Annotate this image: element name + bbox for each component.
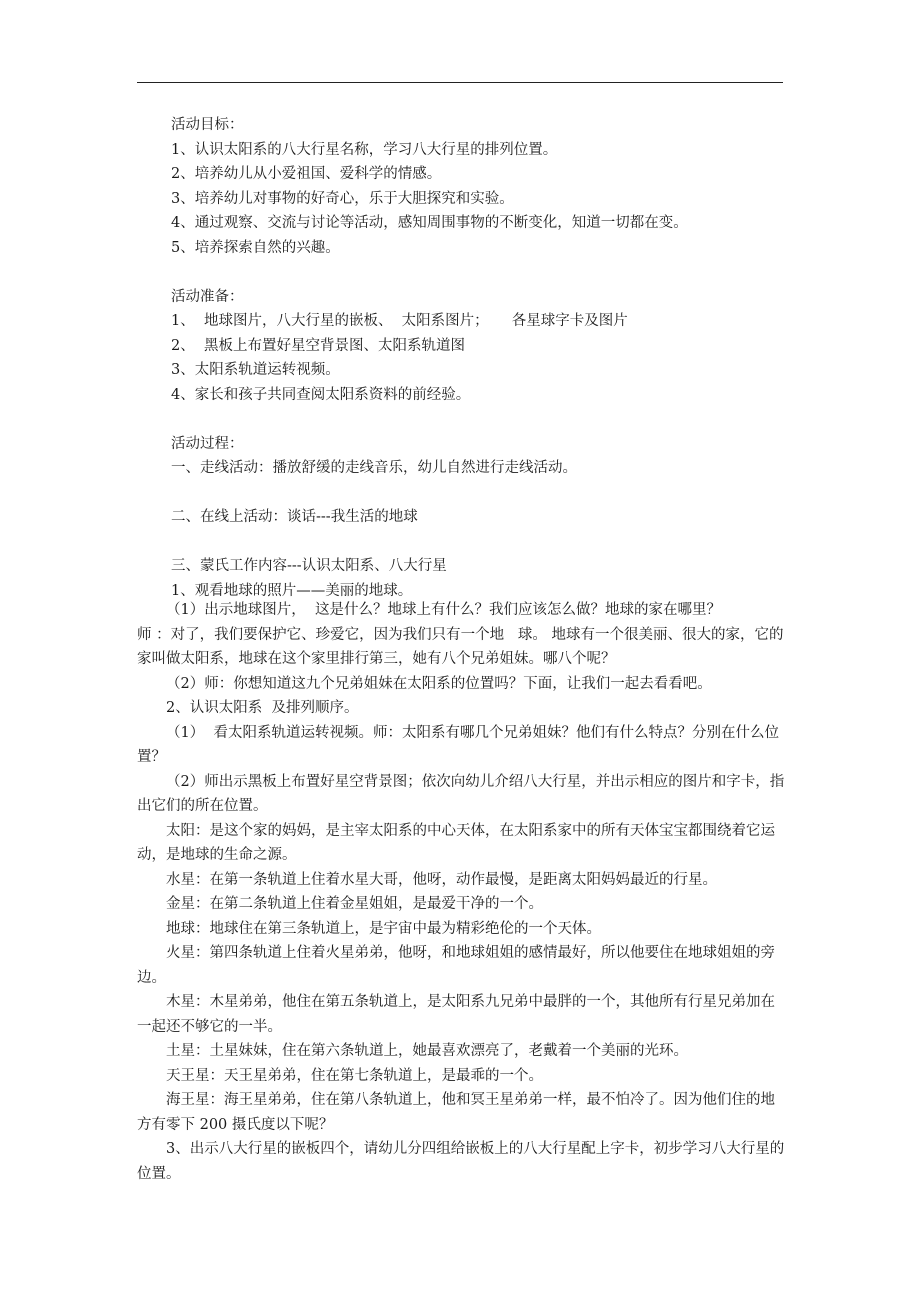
sub1-paragraph-2: （2）师：你想知道这九个兄弟姐妹在太阳系的位置吗？下面，让我们一起去看看吧。 [166, 675, 712, 692]
document-body [171, 113, 811, 603]
planet-earth: 地球：地球住在第三条轨道上，是宇宙中最为精彩绝伦的一个天体。 [166, 920, 601, 937]
prep-item: 3、太阳系轨道运转视频。 [171, 362, 340, 378]
prep-heading: 活动准备： [171, 288, 244, 305]
prep-item: 2、 黑板上布置好星空背景图、太阳系轨道图 [171, 337, 465, 354]
goal-item: 2、培养幼儿从小爱祖国、爱科学的情感。 [171, 166, 442, 182]
prep-item: 4、家长和孩子共同查阅太阳系资料的前经验。 [171, 386, 471, 403]
prep-item: 1、 地球图片，八大行星的嵌板、 太阳系图片； 各星球字卡及图片 [171, 313, 628, 329]
sub1-paragraph-1-line1: （1）出示地球图片， 这是什么？地球上有什么？我们应该怎么做？地球的家在哪里？ [166, 602, 721, 618]
sub-step-3: 3、出示八大行星的嵌板四个，请幼儿分四组给嵌板上的八大行星配上字卡，初步学习八大行星的位置。 [137, 1141, 785, 1182]
process-heading: 活动过程： [171, 435, 244, 452]
planet-mars: 火星：第四条轨道上住着火星弟弟，他呀，和地球姐姐的感情最好，所以他要住在地球姐姐的旁边。 [137, 945, 775, 986]
goal-item: 3、培养幼儿对事物的好奇心，乐于大胆探究和实验。 [171, 190, 514, 207]
wide-body [137, 598, 787, 1186]
goals-heading: 活动目标： [171, 117, 244, 133]
planet-sun: 太阳：是这个家的妈妈，是主宰太阳系的中心天体，在太阳系家中的所有天体宝宝都围绕着它运动，是地球的生命之源。 [137, 822, 775, 863]
planet-uranus: 天王星：天王星弟弟，住在第七条轨道上，是最乖的一个。 [166, 1067, 543, 1084]
planet-mercury: 水星：在第一条轨道上住着水星大哥，他呀，动作最慢，是距离太阳妈妈最近的行星。 [166, 871, 717, 888]
process-step-1: 一、走线活动：播放舒缓的走线音乐，幼儿自然进行走线活动。 [171, 460, 577, 476]
process-step-3: 三、蒙氏工作内容---认识太阳系、八大行星 [171, 558, 447, 574]
sub2-paragraph-2: （2）师出示黑板上布置好星空背景图；依次向幼儿介绍八大行星，并出示相应的图片和字卡，指出它们的所在位置。 [137, 773, 785, 814]
planet-saturn: 土星：土星妹妹，住在第六条轨道上，她最喜欢漂亮了，老戴着一个美丽的光环。 [166, 1043, 688, 1059]
planet-neptune: 海王星：海王星弟弟，住在第八条轨道上，他和冥王星弟弟一样，最不怕冷了。因为他们住的地方有零下 200 摄氏度以下呢？ [137, 1092, 775, 1133]
goal-item: 4、通过观察、交流与讨论等活动，感知周围事物的不断变化，知道一切都在变。 [171, 215, 688, 231]
sub2-paragraph-1: （1） 看太阳系轨道运转视频。师：太阳系有哪几个兄弟姐妹？他们有什么特点？分别在什么位置？ [137, 724, 779, 765]
sub-step-1: 1、观看地球的照片——美丽的地球。 [171, 582, 413, 599]
process-step-2: 二、在线上活动：谈话---我生活的地球 [171, 509, 418, 525]
sub1-paragraph-1-rest: 师 ：对了，我们要保护它、珍爱它，因为我们只有一个地 球。 地球有一个很美丽、很大的家，它的家叫做太阳系，地球在这个家里排行第三，她有八个兄弟姐妹。哪八个呢？ [137, 626, 784, 667]
planet-venus: 金星：在第二条轨道上住着金星姐姐，是最爱干净的一个。 [166, 896, 543, 912]
goal-item: 1、认识太阳系的八大行星名称，学习八大行星的排列位置。 [171, 141, 558, 158]
goal-item: 5、培养探索自然的兴趣。 [171, 239, 340, 256]
planet-jupiter: 木星：木星弟弟，他住在第五条轨道上，是太阳系九兄弟中最胖的一个，其他所有行星兄弟加在一起还不够它的一半。 [137, 994, 775, 1035]
sub-step-2: 2、认识太阳系 及排列顺序。 [166, 700, 359, 716]
header-rule [137, 82, 783, 83]
